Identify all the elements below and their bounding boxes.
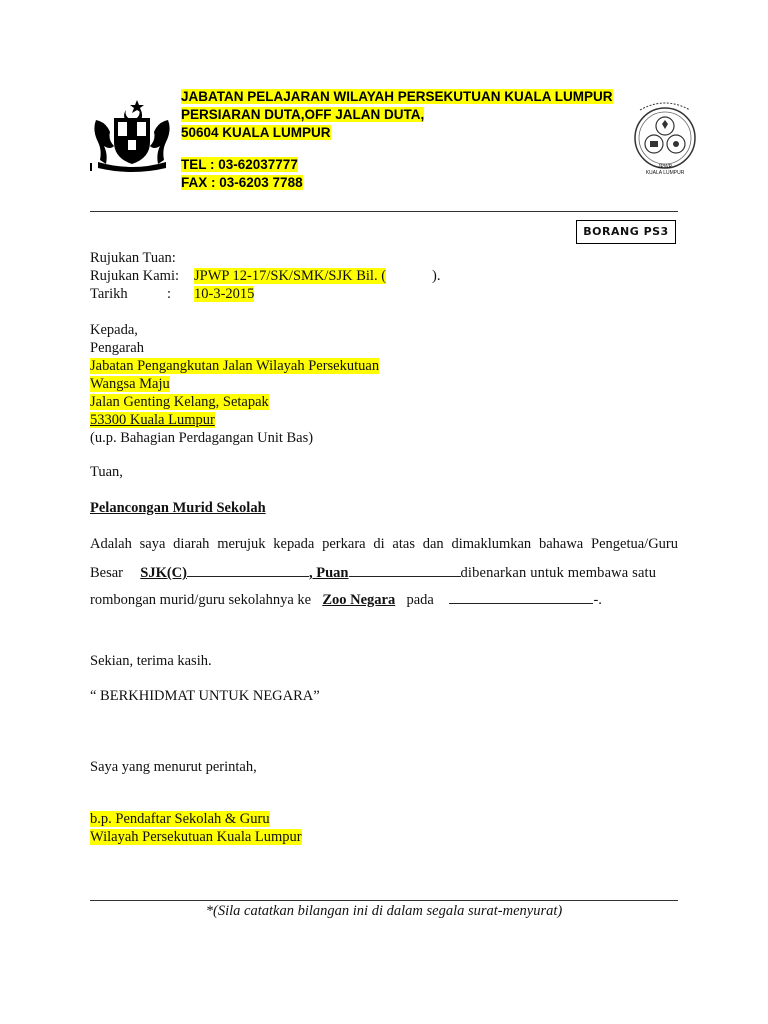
subject: Pelancongan Murid Sekolah xyxy=(90,500,266,516)
destination: Zoo Negara xyxy=(322,592,396,608)
footer-divider xyxy=(90,900,678,901)
form-code-box xyxy=(576,220,676,244)
telephone: TEL : 03-62037777 xyxy=(181,157,298,172)
recipient-line-4: 53300 Kuala Lumpur xyxy=(90,412,215,428)
malaysia-coat-of-arms-icon xyxy=(90,96,174,172)
school-blank xyxy=(187,562,309,577)
recipient-title: Pengarah xyxy=(90,340,144,356)
school-name: SJK(C) xyxy=(140,565,187,581)
department-name: JABATAN PELAJARAN WILAYAH PERSEKUTUAN KUALA LUMPUR xyxy=(181,89,613,104)
teacher-title: , Puan xyxy=(309,565,349,581)
teacher-blank xyxy=(349,562,461,577)
ref-date-label: Tarikh xyxy=(90,286,128,302)
body-line-3: rombongan murid/guru sekolahnya ke Zoo Negara pada -. xyxy=(90,589,678,609)
body-line-1: Adalah saya diarah merujuk kepada perkara di atas dan dimaklumkan bahawa Pengetua/Guru xyxy=(90,536,678,552)
letterhead xyxy=(181,88,631,192)
fax: FAX : 03-6203 7788 xyxy=(181,175,303,190)
logo-caption-2: KUALA LUMPUR xyxy=(645,170,685,176)
letterhead-mark xyxy=(90,163,92,171)
coat-of-arms xyxy=(90,96,174,172)
closing-thanks: Sekian, terima kasih. xyxy=(90,653,212,669)
address-line-1: PERSIARAN DUTA,OFF JALAN DUTA, xyxy=(181,107,425,122)
ref-kami-value: JPWP 12-17/SK/SMK/SJK Bil. ( ). xyxy=(194,268,441,284)
form-code: BORANG PS3 xyxy=(583,225,669,238)
logo-caption-1: JPWP xyxy=(658,164,672,170)
header-divider xyxy=(90,211,678,212)
ref-date-value: 10-3-2015 xyxy=(194,286,255,302)
signature-block xyxy=(90,810,302,846)
signature-line-1: b.p. Pendaftar Sekolah & Guru xyxy=(90,811,270,827)
signature-line-2: Wilayah Persekutuan Kuala Lumpur xyxy=(90,829,302,845)
ref-date-colon: : xyxy=(167,286,172,302)
address-line-2: 50604 KUALA LUMPUR xyxy=(181,125,331,140)
closing-order: Saya yang menurut perintah, xyxy=(90,759,257,775)
ref-tuan-label: Rujukan Tuan: xyxy=(90,250,176,266)
recipient-line-3: Jalan Genting Kelang, Setapak xyxy=(90,394,269,410)
closing-motto: “ BERKHIDMAT UNTUK NEGARA” xyxy=(90,688,320,704)
recipient-kepada: Kepada, xyxy=(90,322,138,338)
recipient-line-1: Jabatan Pengangkutan Jalan Wilayah Persekutuan xyxy=(90,358,380,374)
jpwp-logo xyxy=(630,94,700,180)
date-blank xyxy=(449,589,593,604)
recipient-line-2: Wangsa Maju xyxy=(90,376,170,392)
recipient-attn: (u.p. Bahagian Perdagangan Unit Bas) xyxy=(90,430,314,446)
body-line-2: Besar SJK(C) , Puan dibenarkan untuk membawa satu xyxy=(90,562,678,582)
footer-note: *(Sila catatkan bilangan ini di dalam segala surat-menyurat) xyxy=(205,903,563,919)
recipient-block xyxy=(90,321,650,447)
ref-kami-label: Rujukan Kami: xyxy=(90,268,180,284)
salutation: Tuan, xyxy=(90,464,123,480)
